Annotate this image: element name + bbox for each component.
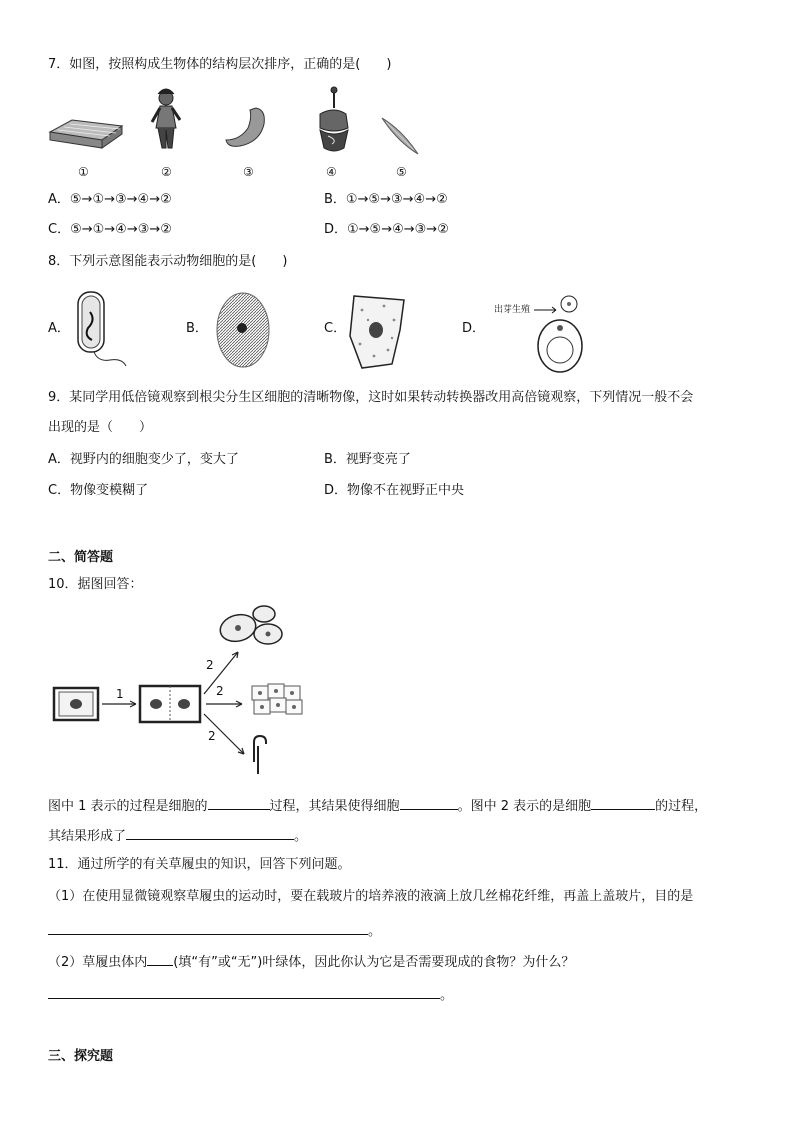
single-cell-image	[382, 118, 418, 154]
q11-part2-b: (填“有”或“无”)叶绿体，因此你认为它是否需要现成的食物？为什么？	[173, 955, 575, 970]
q9-option-a: A．视野内的细胞变少了，变大了	[48, 452, 239, 467]
q7-option-a: A．⑤→①→③→④→②	[48, 192, 172, 207]
human-image	[152, 89, 180, 148]
q11-part2-a: （2）草履虫体内	[48, 955, 148, 970]
q8-plant-tissue-image	[214, 290, 272, 370]
q11-part2-end: 。	[440, 988, 454, 1003]
q11-blank-2[interactable]	[147, 952, 173, 966]
q10-text-d: 的过程，	[655, 799, 708, 814]
section2-title: 二、简答题	[48, 550, 114, 565]
q10-blank-3[interactable]	[591, 796, 655, 810]
q10-blank-4[interactable]	[126, 826, 294, 840]
q10-stem: 10．据图回答：	[48, 577, 143, 592]
q10-blank-2[interactable]	[400, 796, 458, 810]
q7-label-3: ③	[243, 165, 254, 179]
q9-option-b: B．视野变亮了	[324, 452, 411, 467]
q8-option-d: D．	[462, 321, 486, 336]
q11-blank-1[interactable]	[48, 921, 368, 935]
q10-text-f: 。	[294, 829, 308, 844]
q10-text-a: 图中 1 表示的过程是细胞的	[48, 799, 208, 814]
q8-option-c: C．	[324, 321, 347, 336]
q10-arrow-label-1: 1	[116, 687, 124, 701]
q7-label-4: ④	[326, 165, 337, 179]
q7-label-1: ①	[78, 165, 89, 179]
q8-stem: 8．下列示意图能表示动物细胞的是( )	[48, 254, 288, 269]
digestive-system-image	[320, 87, 348, 151]
q7-stem: 7．如图，按照构成生物体的结构层次排序，正确的是( )	[48, 57, 392, 72]
q10-arrow-label-2b: 2	[216, 684, 224, 698]
q9-option-d: D．物像不在视野正中央	[324, 483, 465, 498]
q9-stem-line1: 9．某同学用低倍镜观察到根尖分生区细胞的清晰物像，这时如果转动转换器改用高倍镜观察，下列情况一般不会	[48, 390, 694, 405]
q10-cell-diagram	[48, 604, 318, 780]
q11-blank-3[interactable]	[48, 985, 440, 999]
q8-bacterium-image	[70, 286, 132, 372]
q8-animal-cell-image	[344, 290, 410, 372]
q8-option-b: B．	[186, 321, 208, 336]
q7-option-d: D．①→⑤→④→③→②	[324, 222, 449, 237]
q9-stem-line2: 出现的是（ ）	[48, 420, 153, 435]
q7-label-2: ②	[161, 165, 172, 179]
q11-part1-answer	[48, 921, 381, 940]
q10-blank-1[interactable]	[208, 796, 270, 810]
section3-title: 三、探究题	[48, 1049, 114, 1064]
q10-text-c: 。图中 2 表示的是细胞	[457, 799, 592, 814]
q10-arrow-label-2a: 2	[206, 658, 214, 672]
q10-answer-line1	[48, 796, 707, 815]
q10-arrow-label-2c: 2	[208, 729, 216, 743]
q11-part1-end: 。	[368, 924, 382, 939]
q8-option-a: A．	[48, 321, 70, 336]
q8-yeast-image	[532, 290, 592, 376]
q11-part2-answer	[48, 985, 453, 1004]
q9-option-c: C．物像变模糊了	[48, 483, 149, 498]
q7-label-5: ⑤	[396, 165, 407, 179]
q10-text-b: 过程，其结果使得细胞	[269, 799, 400, 814]
q7-option-c: C．⑤→①→④→③→②	[48, 222, 172, 237]
tissue-image	[50, 120, 122, 148]
stomach-image	[226, 108, 264, 146]
q11-stem: 11．通过所学的有关草履虫的知识，回答下列问题。	[48, 857, 351, 872]
q11-part1: （1）在使用显微镜观察草履虫的运动时，要在载玻片的培养液的液滴上放几丝棉花纤维，再盖上盖玻片，目的是	[48, 889, 694, 904]
q10-text-e: 其结果形成了	[48, 829, 127, 844]
q8-budding-label: 出芽生殖	[494, 305, 531, 315]
q11-part2	[48, 952, 574, 971]
q7-option-b: B．①→⑤→③→④→②	[324, 192, 448, 207]
q10-answer-line2	[48, 826, 307, 845]
